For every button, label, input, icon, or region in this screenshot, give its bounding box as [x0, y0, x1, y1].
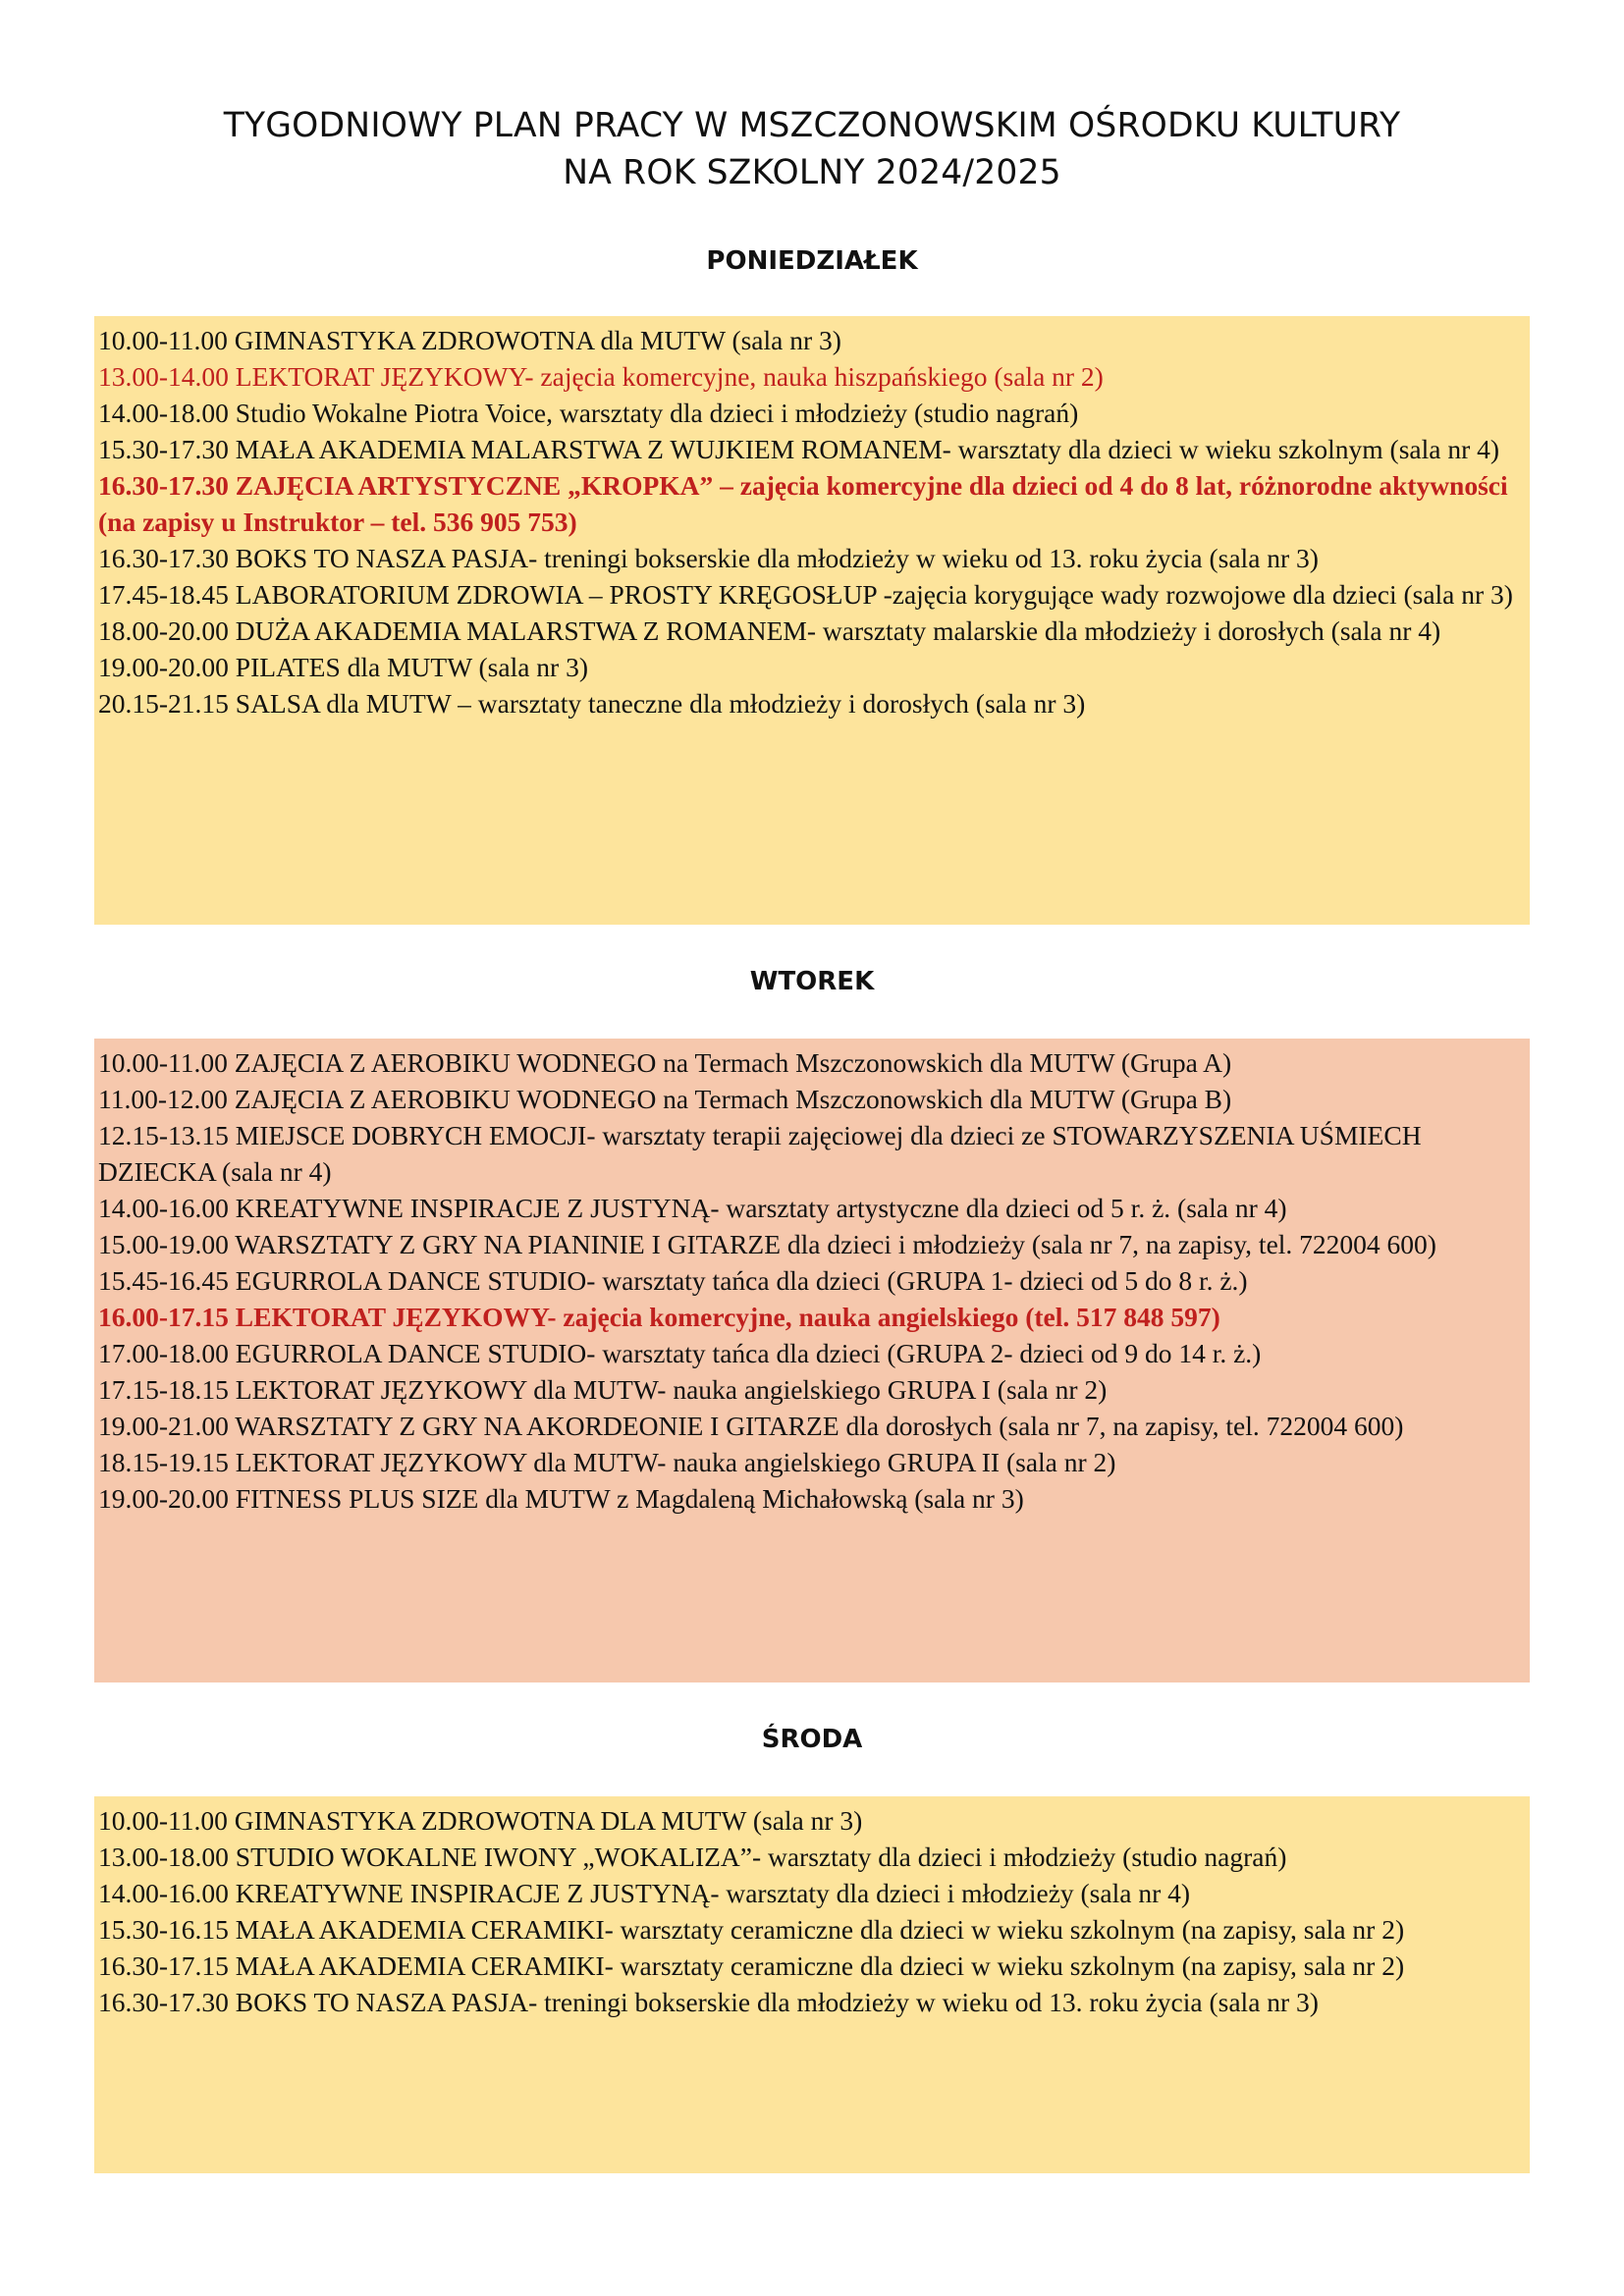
schedule-entry: 20.15-21.15 SALSA dla MUTW – warsztaty taneczne dla młodzieży i dorosłych (sala nr 3)	[98, 688, 1086, 719]
schedule-entry: 15.45-16.45 EGURROLA DANCE STUDIO- warsztaty tańca dla dzieci (GRUPA 1- dzieci od 5 do 8 r. ż.)	[98, 1265, 1248, 1296]
schedule-entry: 10.00-11.00 ZAJĘCIA Z AEROBIKU WODNEGO na Termach Mszczonowskich dla MUTW (Grupa A)	[98, 1047, 1232, 1078]
title-line-1: TYGODNIOWY PLAN PRACY W MSZCZONOWSKIM OŚRODKU KULTURY	[223, 106, 1401, 145]
schedule-entry: 14.00-18.00 Studio Wokalne Piotra Voice, warsztaty dla dzieci i młodzieży (studio nagrań)	[98, 398, 1079, 428]
schedule-entry: 13.00-14.00 LEKTORAT JĘZYKOWY- zajęcia komercyjne, nauka hiszpańskiego (sala nr 2)	[98, 361, 1104, 392]
schedule-entry: 10.00-11.00 GIMNASTYKA ZDROWOTNA DLA MUTW (sala nr 3)	[98, 1805, 863, 1836]
schedule-entry: 16.30-17.30 ZAJĘCIA ARTYSTYCZNE „KROPKA” – zajęcia komercyjne dla dzieci od 4 do 8 lat, różnorodne aktywności (na zapisy u Instruktor – tel. 536 905 753)	[98, 470, 1508, 537]
schedule-entry: 19.00-20.00 PILATES dla MUTW (sala nr 3)	[98, 652, 589, 682]
schedule-entry: 16.00-17.15 LEKTORAT JĘZYKOWY- zajęcia komercyjne, nauka angielskiego (tel. 517 848 597)	[98, 1302, 1220, 1332]
page-title	[0, 102, 1624, 196]
schedule-entry: 16.30-17.30 BOKS TO NASZA PASJA- treningi bokserskie dla młodzieży w wieku od 13. roku życia (sala nr 3)	[98, 1987, 1319, 2017]
schedule-entry: 18.15-19.15 LEKTORAT JĘZYKOWY dla MUTW- nauka angielskiego GRUPA II (sala nr 2)	[98, 1447, 1116, 1477]
schedule-entry: 18.00-20.00 DUŻA AKADEMIA MALARSTWA Z ROMANEM- warsztaty malarskie dla młodzieży i dorosłych (sala nr 4)	[98, 615, 1441, 646]
schedule-entry: 15.00-19.00 WARSZTATY Z GRY NA PIANINIE I GITARZE dla dzieci i młodzieży (sala nr 7, na zapisy, tel. 722004 600)	[98, 1229, 1436, 1259]
schedule-entry: 12.15-13.15 MIEJSCE DOBRYCH EMOCJI- warsztaty terapii zajęciowej dla dzieci ze STOWARZYSZENIA UŚMIECH DZIECKA (sala nr 4)	[98, 1120, 1422, 1187]
schedule-entry: 16.30-17.15 MAŁA AKADEMIA CERAMIKI- warsztaty ceramiczne dla dzieci w wieku szkolnym (na zapisy, sala nr 2)	[98, 1950, 1405, 1981]
schedule-entry: 19.00-20.00 FITNESS PLUS SIZE dla MUTW z Magdaleną Michałowską (sala nr 3)	[98, 1483, 1024, 1514]
schedule-entry: 16.30-17.30 BOKS TO NASZA PASJA- treningi bokserskie dla młodzieży w wieku od 13. roku życia (sala nr 3)	[98, 543, 1319, 573]
schedule-entry: 17.00-18.00 EGURROLA DANCE STUDIO- warsztaty tańca dla dzieci (GRUPA 2- dzieci od 9 do 14 r. ż.)	[98, 1338, 1262, 1368]
schedule-entry: 14.00-16.00 KREATYWNE INSPIRACJE Z JUSTYNĄ- warsztaty artystyczne dla dzieci od 5 r. ż. (sala nr 4)	[98, 1193, 1287, 1223]
day-box-wednesday	[94, 1796, 1530, 2173]
schedule-entry: 19.00-21.00 WARSZTATY Z GRY NA AKORDEONIE I GITARZE dla dorosłych (sala nr 7, na zapisy, tel. 722004 600)	[98, 1411, 1404, 1441]
schedule-entry: 15.30-17.30 MAŁA AKADEMIA MALARSTWA Z WUJKIEM ROMANEM- warsztaty dla dzieci w wieku szkolnym (sala nr 4)	[98, 434, 1500, 464]
schedule-entry: 10.00-11.00 GIMNASTYKA ZDROWOTNA dla MUTW (sala nr 3)	[98, 325, 841, 355]
schedule-entry: 17.45-18.45 LABORATORIUM ZDROWIA – PROSTY KRĘGOSŁUP -zajęcia korygujące wady rozwojowe dla dzieci (sala nr 3)	[98, 579, 1513, 610]
schedule-entry: 17.15-18.15 LEKTORAT JĘZYKOWY dla MUTW- nauka angielskiego GRUPA I (sala nr 2)	[98, 1374, 1108, 1405]
schedule-entry: 15.30-16.15 MAŁA AKADEMIA CERAMIKI- warsztaty ceramiczne dla dzieci w wieku szkolnym (na zapisy, sala nr 2)	[98, 1914, 1405, 1945]
title-line-2: NA ROK SZKOLNY 2024/2025	[563, 153, 1061, 192]
day-heading-monday: PONIEDZIAŁEK	[706, 246, 918, 276]
schedule-entry: 14.00-16.00 KREATYWNE INSPIRACJE Z JUSTYNĄ- warsztaty dla dzieci i młodzieży (sala nr 4)	[98, 1878, 1191, 1908]
schedule-entry: 13.00-18.00 STUDIO WOKALNE IWONY „WOKALIZA”- warsztaty dla dzieci i młodzieży (studio nagrań)	[98, 1842, 1287, 1872]
day-box-monday	[94, 316, 1530, 925]
day-heading-wednesday: ŚRODA	[761, 1725, 863, 1754]
day-heading-tuesday: WTOREK	[749, 967, 875, 996]
schedule-entry: 11.00-12.00 ZAJĘCIA Z AEROBIKU WODNEGO na Termach Mszczonowskich dla MUTW (Grupa B)	[98, 1084, 1232, 1114]
day-box-tuesday	[94, 1039, 1530, 1682]
